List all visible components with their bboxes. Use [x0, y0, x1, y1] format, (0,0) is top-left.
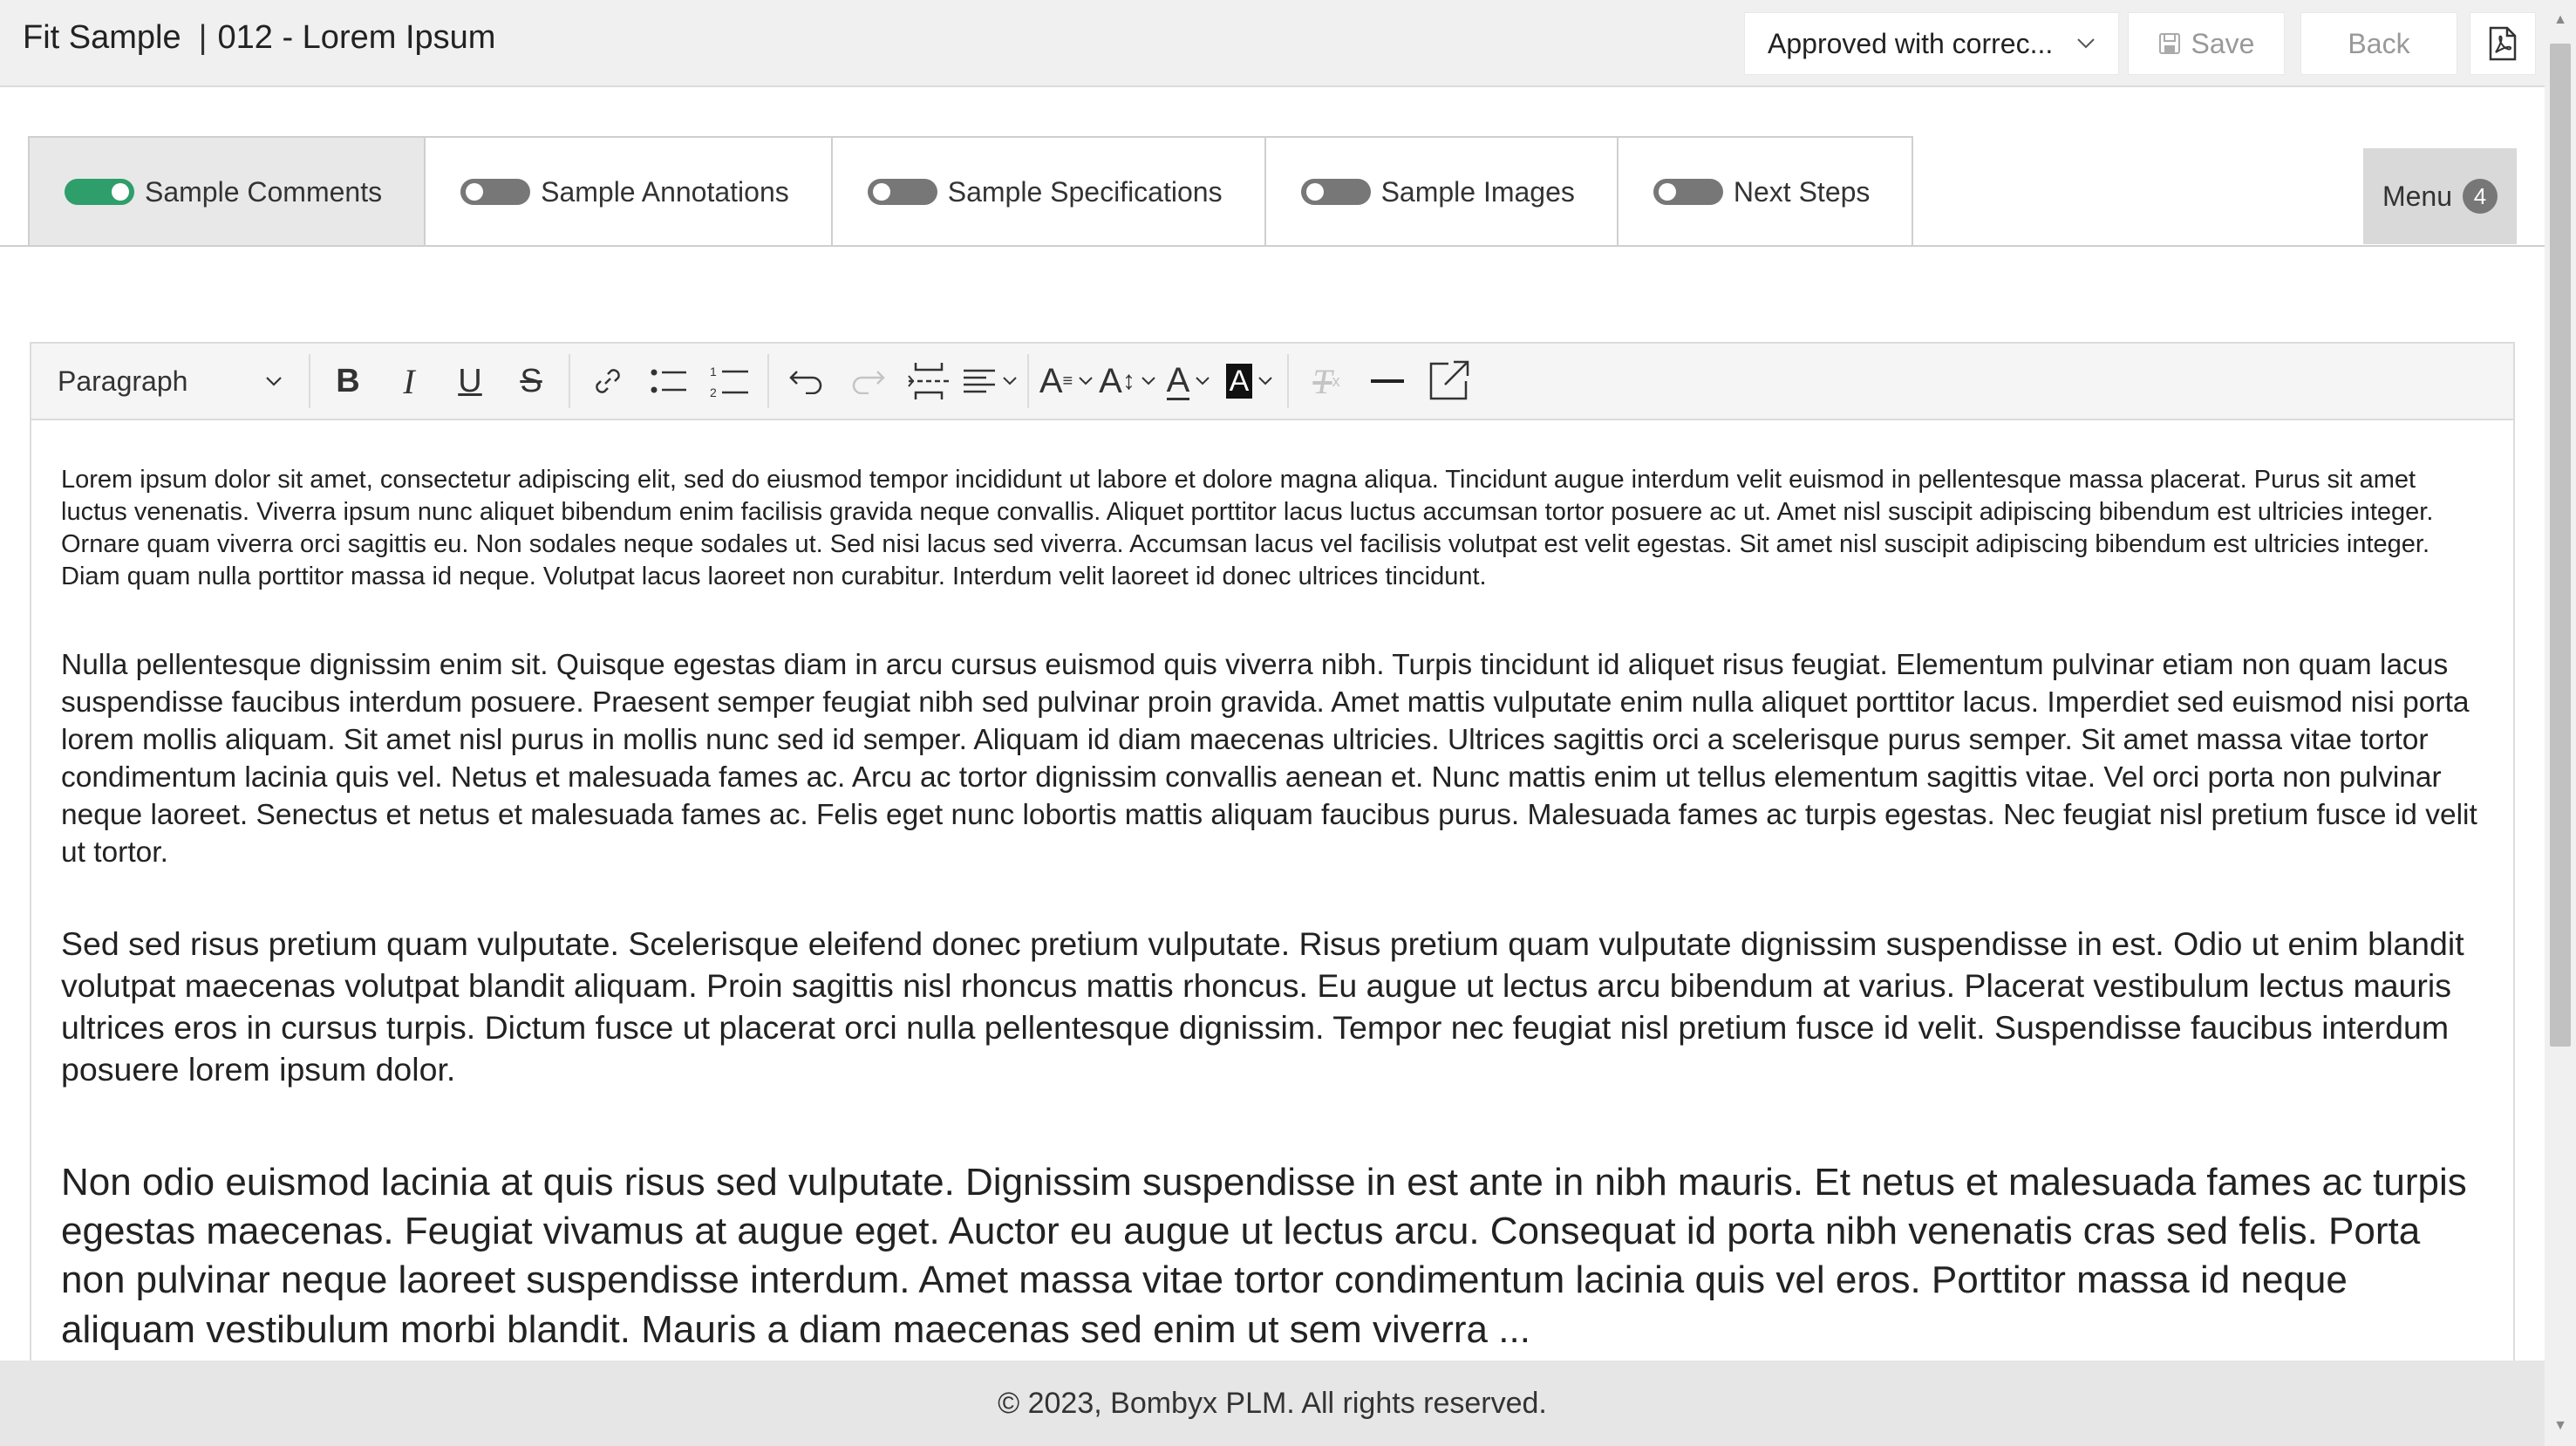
tab-sample-annotations[interactable] — [426, 138, 833, 246]
status-value: Approved with correc... — [1768, 27, 2054, 59]
toolbar-separator — [569, 354, 570, 408]
link-icon[interactable] — [577, 354, 638, 408]
toolbar-separator — [1287, 354, 1289, 408]
tab-label: Sample Comments — [145, 175, 383, 208]
tab-label: Sample Images — [1380, 175, 1575, 208]
chevron-down-icon — [1078, 376, 1094, 386]
scroll-down-arrow-icon[interactable]: ▼ — [2553, 1418, 2567, 1433]
toggle-switch[interactable] — [1653, 179, 1723, 205]
undo-icon[interactable] — [776, 354, 837, 408]
sample-id: 012 - Lorem Ipsum — [217, 19, 496, 56]
scroll-up-arrow-icon[interactable]: ▲ — [2553, 12, 2567, 27]
rich-text-editor — [30, 342, 2515, 1362]
page-title-text: Fit Sample — [23, 19, 181, 56]
back-label: Back — [2348, 27, 2410, 59]
toggle-switch[interactable] — [460, 179, 530, 205]
tab-divider — [0, 245, 2545, 247]
fullscreen-icon[interactable] — [1418, 354, 1479, 408]
background-color-icon[interactable]: A — [1219, 354, 1280, 408]
page-break-icon[interactable] — [898, 354, 959, 408]
bullet-list-icon[interactable] — [638, 354, 699, 408]
horizontal-rule-icon[interactable] — [1357, 354, 1418, 408]
font-color-icon[interactable]: A — [1158, 354, 1219, 408]
toggle-switch[interactable] — [868, 179, 937, 205]
toggle-switch[interactable] — [65, 179, 134, 205]
underline-icon[interactable]: U — [458, 362, 482, 399]
tab-label: Sample Annotations — [541, 175, 789, 208]
bold-icon[interactable]: B — [336, 362, 360, 399]
font-family-icon[interactable]: A ≡ — [1036, 354, 1097, 408]
toolbar-separator — [309, 354, 310, 408]
strikethrough-icon[interactable]: S — [520, 362, 542, 399]
tab-label: Next Steps — [1733, 175, 1871, 208]
toolbar-separator — [767, 354, 769, 408]
save-icon — [2158, 32, 2181, 55]
numbered-list-icon[interactable] — [699, 354, 760, 408]
font-size-icon[interactable]: A ↕ — [1097, 354, 1158, 408]
save-label: Save — [2191, 27, 2255, 59]
page-title — [23, 19, 495, 57]
page-scrollbar[interactable] — [2545, 0, 2576, 1446]
save-button[interactable] — [2128, 12, 2285, 75]
title-separator: | — [198, 19, 208, 56]
scroll-thumb[interactable] — [2550, 44, 2571, 1047]
align-icon[interactable] — [959, 354, 1020, 408]
svg-text:2: 2 — [710, 385, 717, 399]
chevron-down-icon — [2076, 38, 2096, 50]
tab-sample-images[interactable] — [1266, 138, 1619, 246]
chevron-down-icon — [1257, 376, 1273, 386]
export-pdf-button[interactable] — [2470, 12, 2536, 75]
tab-label: Sample Specifications — [947, 175, 1223, 208]
editor-content[interactable] — [31, 420, 2513, 1354]
chevron-down-icon — [1195, 376, 1210, 386]
menu-count-badge: 4 — [2463, 179, 2498, 214]
copyright-text: © 2023, Bombyx PLM. All rights reserved. — [998, 1386, 1547, 1420]
redo-icon[interactable] — [837, 354, 898, 408]
toggle-switch[interactable] — [1301, 179, 1371, 205]
chevron-down-icon — [1002, 376, 1018, 386]
svg-text:1: 1 — [710, 365, 717, 379]
block-format-value: Paragraph — [58, 365, 188, 397]
toolbar-separator — [1027, 354, 1029, 408]
footer — [0, 1361, 2545, 1446]
chevron-down-icon — [1141, 376, 1156, 386]
block-format-select[interactable] — [40, 355, 302, 407]
menu-label: Menu — [2382, 180, 2453, 212]
clear-format-icon[interactable]: T x — [1312, 361, 1340, 401]
app-header — [0, 0, 2545, 87]
paragraph: Non odio euismod lacinia at quis risus sed vulputate. Dignissim suspendisse in est ante in nibh mauris. Et netus et malesuada fames ac turpis egestas maecenas. Feugiat vivamus at augue eget. Auctor eu augue ut lectus arcu. Consequat id porta nibh venenatis cras sed felis. Porta non pulvinar neque laoreet suspendisse interdum. Amet massa vitae tortor condimentum lacinia quis vel eros. Porttitor massa id neque aliquam vestibulum morbi blandit. Mauris a diam maecenas sed enim ut sem viverra ... — [61, 1160, 2467, 1351]
pdf-icon — [2488, 26, 2518, 61]
tab-sample-comments[interactable] — [30, 138, 426, 246]
paragraph: Nulla pellentesque dignissim enim sit. Quisque egestas diam in arcu cursus euismod quis viverra nibh. Turpis tincidunt id aliquet risus feugiat. Elementum pulvinar etiam non quam lacus suspendisse faucibus interdum posuere. Praesent semper feugiat nibh sed pulvinar proin gravida. Amet mattis vulputate enim nulla aliquet porttitor lacus. Imperdiet sed euismod nisi porta lorem mollis aliquam. Sit amet nisl purus in mollis nunc sed id semper. Aliquam id diam maecenas ultricies. Ultrices sagittis orci a scelerisque purus semper. Sit amet massa vitae tortor condimentum lacinia quis vel. Netus et malesuada fames ac. Arcu ac tortor dignissim convallis aenean et. Nunc mattis enim ut tellus elementum sagittis vitae. Vel orci porta non pulvinar neque laoreet. Senectus et netus et malesuada fames ac. Felis eget nunc lobortis mattis aliquam faucibus purus. Malesuada fames ac turpis egestas. Nec feugiat nisl pretium fusce id velit ut tortor. — [61, 649, 2477, 869]
editor-toolbar — [31, 344, 2513, 420]
chevron-down-icon — [265, 376, 283, 386]
italic-icon[interactable]: I — [403, 361, 415, 401]
menu-button[interactable] — [2363, 148, 2517, 244]
status-dropdown[interactable] — [1744, 12, 2119, 75]
tab-sample-specifications[interactable] — [833, 138, 1266, 246]
back-button[interactable] — [2300, 12, 2457, 75]
tab-next-steps[interactable] — [1619, 138, 1912, 246]
tab-bar — [28, 136, 1913, 246]
paragraph: Sed sed risus pretium quam vulputate. Scelerisque eleifend donec pretium vulputate. Risus pretium quam vulputate dignissim suspendisse in est. Odio ut enim blandit volutpat maecenas volutpat blandit aliquam. Proin sagittis nisl rhoncus mattis rhoncus. Eu augue ut lectus arcu bibendum at varius. Placerat vestibulum lectus mauris ultrices eros in cursus turpis. Dictum fusce ut placerat orci nulla pellentesque dignissim. Tempor nec feugiat nisl pretium fusce id velit. Suspendisse faucibus interdum posuere lorem ipsum dolor. — [61, 924, 2464, 1088]
paragraph: Lorem ipsum dolor sit amet, consectetur adipiscing elit, sed do eiusmod tempor incididunt ut labore et dolore magna aliqua. Tincidunt augue interdum velit euismod in pellentesque massa placerat. Purus sit amet luctus venenatis. Viverra ipsum nunc aliquet bibendum enim facilisis gravida neque convallis. Aliquet porttitor lacus luctus accumsan tortor posuere ac ut. Amet nisl suscipit adipiscing bibendum est ultricies integer. Ornare quam viverra orci sagittis eu. Non sodales neque sodales ut. Sed nisi lacus sed viverra. Accumsan lacus vel facilisis volutpat est velit egestas. Sit amet nisl suscipit adipiscing bibendum est ultricies integer. Diam quam nulla porttitor massa id neque. Volutpat lacus laoreet non curabitur. Interdum velit laoreet id donec ultrices tincidunt. — [61, 466, 2434, 591]
